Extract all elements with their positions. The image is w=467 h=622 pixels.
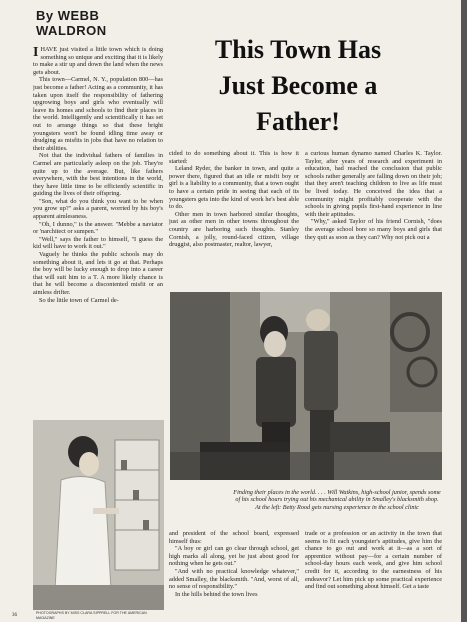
- photo-credit: PHOTOGRAPHS BY MISS CLARA SIPPRELL FOR THE AMERICAN MAGAZINE: [36, 611, 147, 620]
- paragraph: This town—Carmel, N. Y., population 800—has just become a father! Acting as a community, it has taken upon itself the responsibility of fathering upgrowing boys and girls who eventually will leave its homes and schools to find their places in the world. Intelligently and scientifically it has set out to arrange things so that these bright youngsters won't be found idling time away or drudging as misfits in jobs that have no relation to their abilities.: [33, 76, 163, 152]
- byline-by: By WEBB: [36, 8, 100, 23]
- paragraph: "A boy or girl can go clear through school, get high marks all along, yet be just about good for nothing when he gets out.": [169, 545, 299, 568]
- article-column-5: [305, 530, 442, 620]
- article-column-2: [169, 150, 299, 292]
- paragraph: Other men in town harbored similar thoughts, just as other men in other towns throughout the country are harboring such thoughts. Stanley Cornish, a jolly, round-faced citizen, village druggist, also postmaster, realtor, lawyer,: [169, 210, 299, 249]
- paragraph: Vaguely he thinks the public schools may do something about it, and lets it go at that. Perhaps the boy will be lucky enough to drop into a career that will suit him to a T. A more likely chance is that he will become a discontented misfit or an aimless drifter.: [33, 251, 163, 296]
- paragraph: "Well," says the father to himself, "I guess the kid will have to work it out.": [33, 235, 163, 251]
- blacksmith-shop-photo: [170, 292, 442, 480]
- opening-text: HAVE just visited a little town which is doing something so unique and exciting that it is likely to make a stir up and down the land when the news gets about.: [33, 46, 163, 76]
- paragraph: Leland Ryder, the banker in town, and quite a power there, figured that an idle or misfit boy or girl is a liability to a community, that a town ought to have a certain pride in seeing that each of its youngsters gets into the kind of work he's best able to do.: [169, 165, 299, 211]
- drop-cap: I: [33, 46, 39, 60]
- paragraph: Not that the individual fathers of families in Carmel are particularly asleep on the job. They're quite up to the average. But, like fathers everywhere, with the best intentions in the world, they have little time to be efficiently scientific in guiding the lives of their offspring.: [33, 152, 163, 198]
- byline: [36, 8, 166, 38]
- paragraph: trade or a profession or an activity in the town that seems to fit each youngster's aptitudes, give him the chance to go out and work at it—as a sort of apprentice without pay—for a certain number of school-day hours each week, and give him school credit for it, according to the earnestness of his endeavor? Let him pick up some practical experience and find out something about himself. Get a taste: [305, 530, 442, 591]
- paragraph: In the hills behind the town lives: [175, 590, 258, 598]
- page-edge-shadow: [461, 0, 467, 622]
- paragraph: and president of the school board, expressed himself thus:: [169, 530, 299, 545]
- page-number: 36: [12, 613, 17, 618]
- article-column-3: [305, 150, 442, 292]
- opening-paragraph: [33, 46, 163, 76]
- byline-author: WALDRON: [36, 23, 107, 38]
- blacksmith-photo-illustration: [170, 292, 442, 480]
- article-column-4: [169, 530, 299, 620]
- paragraph: "And with no practical knowledge whatever," added Smalley, the blacksmith. "And, worst of all, no sense of responsibility.": [169, 567, 299, 591]
- paragraph: a curious human dynamo named Charles K. Taylor. Taylor, after years of research and experiment in education, had reached the conclusion that public schools rather generally are falling down on their job; that they aren't teaching children to live as life must be lived today. He conceived the idea that a community might profitably cooperate with the schools in giving pupils first-hand experience in line with their aptitudes.: [305, 150, 442, 218]
- headline-line-1: This Town Has: [214, 35, 382, 64]
- paragraph: "Son, what do you think you want to be when you grow up?" asks a parent, worried by his boy's apparent aimlessness.: [33, 197, 163, 221]
- nursing-photo-illustration: [33, 420, 164, 610]
- photo-caption: Finding their places in the world. . . . Will Watkins, high-school junior, spends some of his school hours trying out his mechanical ability in Smalley's blacksmith shop. At the left: Betty Rood gets nursing experience in the school clinic: [233, 489, 441, 511]
- paragraph: cided to do something about it. This is how it started:: [169, 150, 299, 165]
- paragraph: So the little town of Carmel de-: [39, 296, 119, 304]
- article-column-1: [33, 46, 163, 412]
- paragraph: "Oh, I dunno," is the answer. "Mebbe a naviator or 'narchitect or sumpen.": [33, 220, 163, 236]
- headline-line-3: Father!: [256, 107, 340, 136]
- paragraph: "Why," asked Taylor of his friend Cornish, "does the average school bore so many boys and girls that they quit as soon as they can? Why not pick out a: [305, 218, 442, 241]
- headline-line-2: Just Become a: [218, 71, 378, 100]
- article-headline: [178, 32, 418, 140]
- school-clinic-photo: [33, 420, 164, 610]
